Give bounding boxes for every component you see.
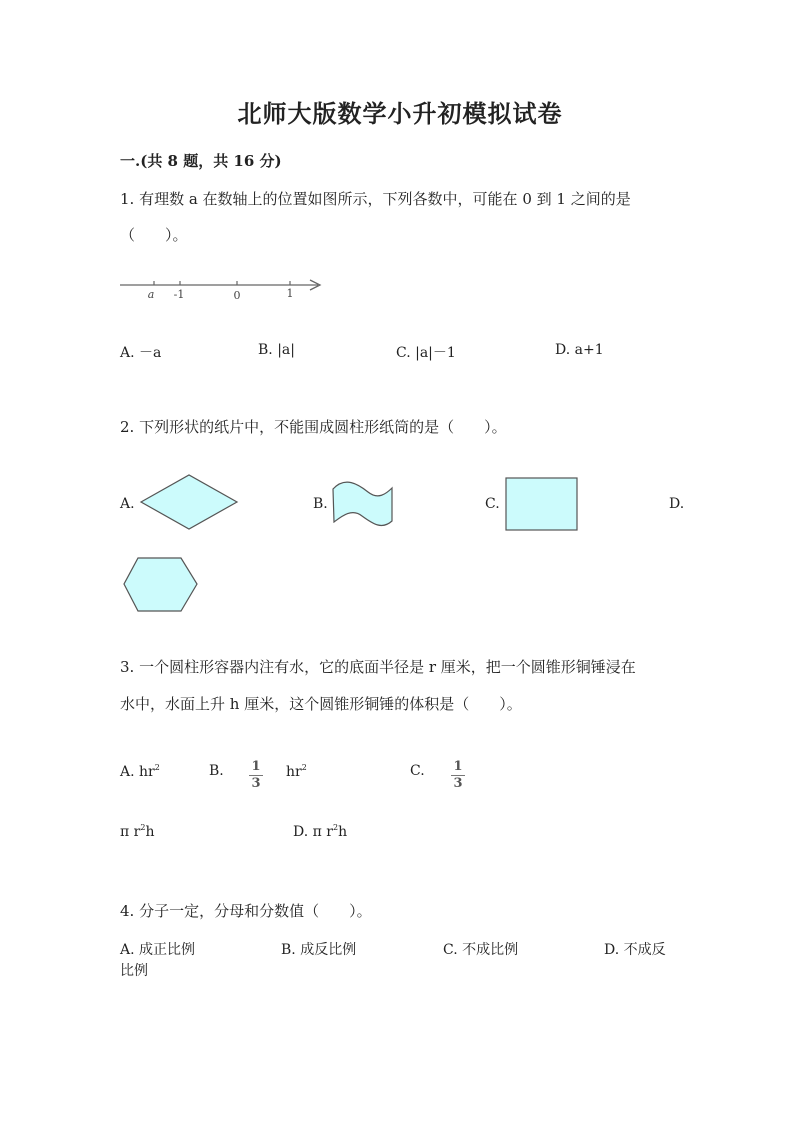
superscript-2: 2 [140,823,146,832]
rectangle-shape [506,478,577,530]
q3-option-c-continued [120,823,154,840]
q3-option-b-tail [286,763,307,780]
q3-option-d-tail: h [338,824,348,840]
numberline-label-a: a [147,288,155,301]
q3-option-c-cont-text: π r [120,824,141,840]
fraction-numerator: 1 [251,759,261,774]
q4-option-a[interactable]: A. 成正比例 [120,942,196,958]
rhombus-shape [141,475,237,529]
q4-option-d-wrap: 比例 [120,963,148,979]
q3-option-a-text: A. hr [120,764,155,780]
wavy-rectangle-shape [333,482,392,525]
q3-option-b-label[interactable]: B. [209,763,224,779]
q1-text-line2: （ ）。 [120,226,188,244]
q4-text: 4. 分子一定，分母和分数值（ ）。 [120,902,372,920]
q3-option-d-text: D. π r [293,824,333,840]
numberline-label-one: 1 [286,287,294,300]
section-heading: 一.(共 8 题，共 16 分) [120,152,282,170]
q1-option-c[interactable]: C. |a|－1 [396,345,456,361]
q3-option-d[interactable] [293,823,347,840]
q3-option-c-cont-tail: h [145,824,155,840]
fraction-numerator: 1 [453,759,463,774]
q3-option-b-tail-text: hr [286,764,302,780]
q4-option-b[interactable]: B. 成反比例 [281,942,357,958]
page-title: 北师大版数学小升初模拟试卷 [237,99,563,128]
q4-option-c[interactable]: C. 不成比例 [443,942,519,958]
fraction-denominator: 3 [251,776,261,791]
superscript-2: 2 [301,763,307,772]
q3-option-c-label[interactable]: C. [410,763,425,779]
q1-option-d[interactable]: D. a+1 [555,342,604,358]
numberline-label-neg1: -1 [173,288,185,301]
q2-option-a-label[interactable]: A. [120,496,135,512]
q4-option-d[interactable]: D. 不成反 [604,942,666,958]
superscript-2: 2 [154,763,160,772]
q3-text-line1: 3. 一个圆柱形容器内注有水，它的底面半径是 r 厘米，把一个圆锥形铜锤浸在 [120,658,636,676]
q2-option-b-label[interactable]: B. [313,496,328,512]
q3-option-a[interactable] [120,763,160,780]
q2-option-c-label[interactable]: C. [485,496,500,512]
q2-text: 2. 下列形状的纸片中，不能围成圆柱形纸筒的是（ ）。 [120,418,507,436]
q3-option-b-fraction [249,760,263,791]
fraction-denominator: 3 [453,776,463,791]
q3-text-line2: 水中，水面上升 h 厘米，这个圆锥形铜锤的体积是（ ）。 [120,695,522,713]
superscript-2: 2 [332,823,339,832]
q1-text-line1: 1. 有理数 a 在数轴上的位置如图所示，下列各数中，可能在 0 到 1 之间的是 [120,190,631,208]
hexagon-shape [124,558,197,611]
q1-option-a[interactable]: A. －a [120,345,162,361]
q3-option-c-fraction [451,760,465,791]
q2-option-d-label[interactable]: D. [669,496,685,512]
q1-option-b[interactable]: B. |a| [258,342,295,358]
numberline-label-zero: 0 [233,289,241,302]
